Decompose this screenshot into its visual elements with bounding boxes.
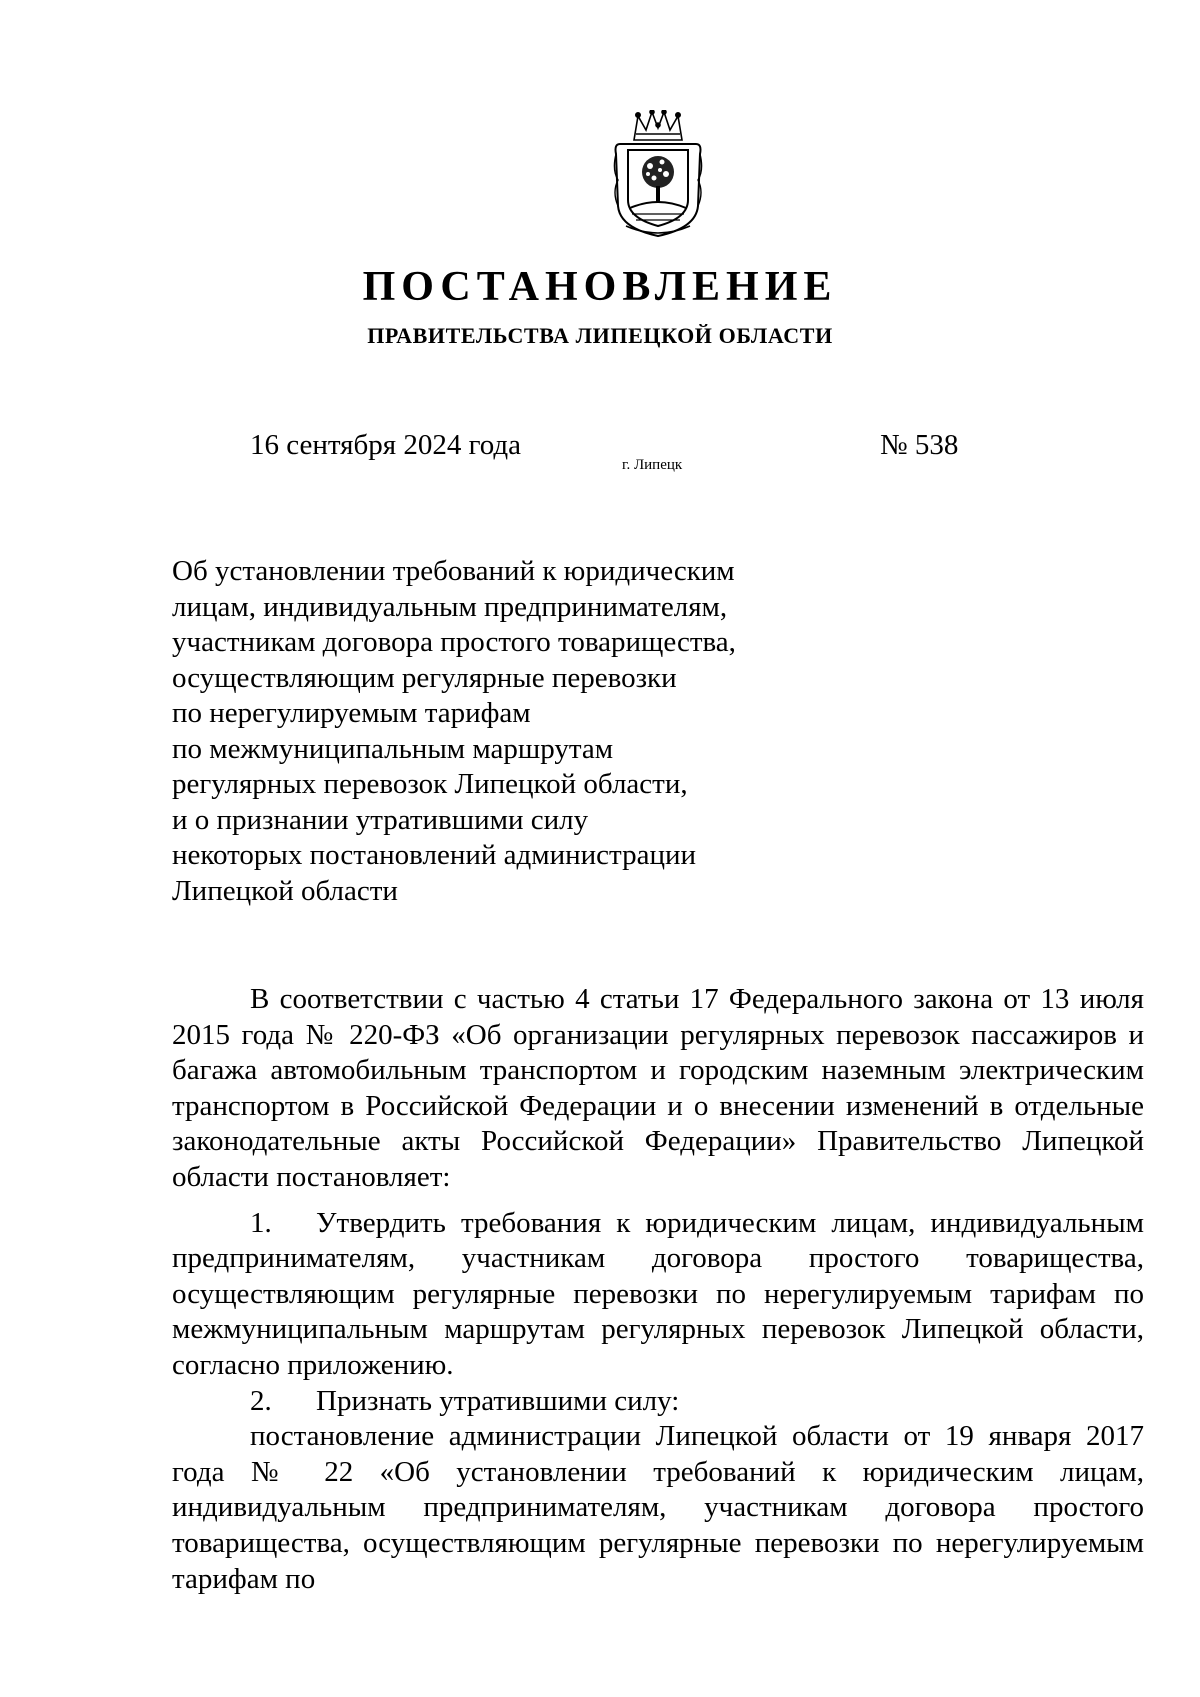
document-title: ПОСТАНОВЛЕНИЕ [362,264,838,310]
subject-line: Липецкой области [172,874,398,907]
subject-line: осуществляющим регулярные перевозки [172,661,677,694]
document-body [172,982,1144,1597]
document-number: № 538 [880,429,959,461]
item-1-number: 1. [250,1206,272,1239]
item-2-sub-paragraph: постановление администрации Липецкой области от 19 января 2017 года № 22 «Об установлении требований к юридическим лицам, индивидуальным предпринимателям, участникам договора простого товарищества, осуществляющим регулярные перевозки по нерегулируемым тарифам по [172,1420,1144,1595]
subject-line: и о признании утратившими силу [172,803,589,836]
document-date: 16 сентября 2024 года [250,429,522,461]
preamble-paragraph: В соответствии с частью 4 статьи 17 Федерального закона от 13 июля 2015 года № 220-ФЗ «Об организации регулярных перевозок пассажиров и багажа автомобильным транспортом и городским наземным электрическим транспортом в Российской Федерации и о внесении изменений в отдельные законодательные акты Российской Федерации» Правительство Липецкой области постановляет: [172,983,1144,1193]
coat-of-arms-icon [612,110,704,238]
item-2-text: Признать утратившими силу: [316,1384,680,1417]
document-subtitle: ПРАВИТЕЛЬСТВА ЛИПЕЦКОЙ ОБЛАСТИ [367,323,833,348]
subject-line: Об установлении требований к юридическим [172,555,735,587]
item-1-text: Утвердить требования к юридическим лицам, индивидуальным предпринимателям, участникам договора простого товарищества, осуществляющим регулярные перевозки по нерегулируемым тарифам по межмуниципальным маршрутам регулярных перевозок Липецкой области, согласно приложению. [172,1206,1144,1381]
document-subject [172,554,792,909]
item-2-paragraph [172,1384,1144,1420]
item-1-paragraph [172,1206,1144,1384]
subject-line: участникам договора простого товарищества, [172,626,736,658]
subject-line: лицам, индивидуальным предпринимателям, [172,590,728,623]
subject-line: по нерегулируемым тарифам [172,697,531,729]
subject-line: по межмуниципальным маршрутам [172,732,614,765]
subject-line: некоторых постановлений администрации [172,839,697,871]
subject-line: регулярных перевозок Липецкой области, [172,768,688,800]
document-city: г. Липецк [622,457,683,473]
item-2-number: 2. [250,1384,272,1417]
